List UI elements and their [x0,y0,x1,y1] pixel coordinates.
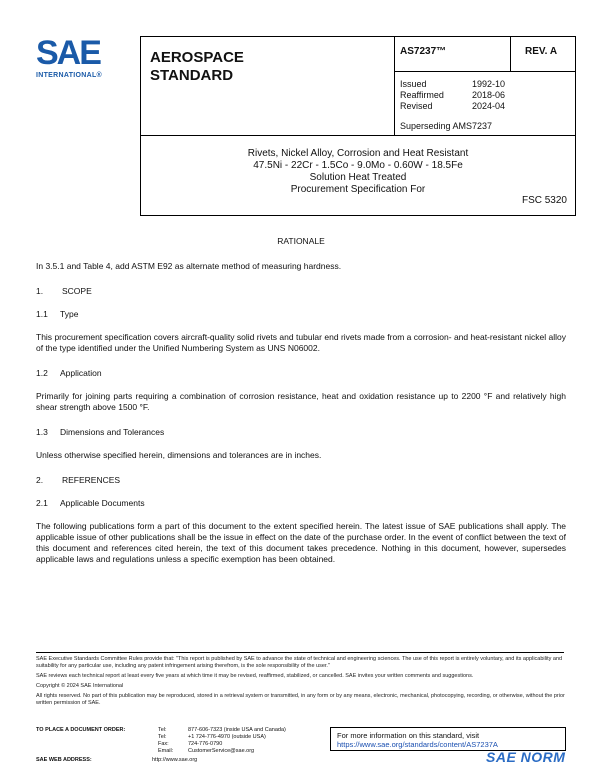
contact-email-link[interactable]: CustomerService@sae.org [188,748,255,754]
date-value: 1992-10 [472,79,506,89]
footer-divider [36,652,564,653]
order-label: TO PLACE A DOCUMENT ORDER: [36,727,126,733]
footer-review: SAE reviews each technical report at least every five years at which time it may be revised, reaffirmed, stabilized, or cancelled. SAE invites your written comments and suggestions. [36,673,474,679]
fsc-code: FSC 5320 [521,195,567,206]
paragraph-applicable-documents: The following publications form a part of this document to the extent specified herein. The latest issue of SAE publications shall apply. The applicable issue of other publications shall be the issue in effect on the date of the purchase order. In the event of conflict between the text of this document and references cited herein, the text of this document takes precedence. Nothing in this document, however, supersedes applicable laws and regulations unless a specific exemption has been obtained. [36,521,566,564]
watermark [486,749,590,773]
document-body [36,236,566,579]
section-heading-scope [36,286,566,297]
document-title [141,136,575,196]
section-heading-dimensions [36,427,566,438]
title-line: Procurement Specification For [290,184,426,195]
doc-type-line2: STANDARD [150,67,234,84]
revision: REV. A [525,46,558,57]
date-value: 2018-06 [472,90,506,100]
date-label: Reaffirmed [400,90,444,100]
date-label: Issued [400,79,427,89]
rationale-heading: RATIONALE [277,236,325,246]
title-box [140,136,576,216]
logo-text: INTERNATIONAL® [36,72,103,79]
dates-block [400,79,505,112]
section-number: 1. [36,286,44,296]
title-line: Rivets, Nickel Alloy, Corrosion and Heat Resistant [247,148,469,159]
contact-value: 724-776-0790 [188,741,223,747]
section-title: Type [60,309,79,319]
doc-type-cell [141,37,395,135]
doc-number-cell [394,37,575,72]
sae-logo [36,36,126,86]
section-number: 1.3 [36,427,48,437]
doc-type [150,49,244,85]
standard-link[interactable]: https://www.sae.org/standards/content/AS7237A [337,740,498,749]
section-heading-references [36,475,566,486]
doc-number: AS7237™ [400,46,447,57]
web-address-label: SAE WEB ADDRESS: [36,757,92,763]
contact-key: Tel: [158,727,167,733]
contact-value: 877-606-7323 (inside USA and Canada) [188,727,286,733]
section-title: Applicable Documents [60,498,145,508]
header-box [140,36,576,136]
title-line: Solution Heat Treated [309,172,407,183]
contact-key: Email: [158,748,174,754]
section-number: 1.2 [36,368,48,378]
title-line: 47.5Ni - 22Cr - 1.5Co - 9.0Mo - 0.60W - 18.5Fe [253,160,463,171]
paragraph-type: This procurement specification covers aircraft-quality solid rivets and tubular end rivets made from a corrosion- and heat-resistant nickel alloy of the type identified under the Unified Numbering System as UNS N06002. [36,332,566,353]
superseding: Superseding AMS7237 [400,121,493,131]
footer-rules: SAE Executive Standards Committee Rules provide that: "This report is published by SAE to advance the state of technical and engineering sciences. The use of this report is entirely voluntary, and its applicability and suitability for any particular use, including any patent infringement arising therefrom, is the sole responsibility of the user." [36,656,563,669]
paragraph-application: Primarily for joining parts requiring a combination of corrosion resistance, heat and oxidation resistance up to 2200 °F and relatively high shear strength above 1500 °F. [36,391,566,412]
section-number: 2.1 [36,498,48,508]
footer-copyright: Copyright © 2024 SAE International [36,683,124,689]
paragraph-dimensions: Unless otherwise specified herein, dimensions and tolerances are in inches. [36,450,322,460]
section-title: REFERENCES [62,475,121,485]
more-info-text: For more information on this standard, visit [337,731,480,740]
revision-cell [510,37,576,71]
contact-key: Tel: [158,734,167,740]
section-number: 2. [36,475,44,485]
watermark-text: SAE NORM [486,749,566,765]
contact-value: +1 724-776-4970 (outside USA) [188,734,266,740]
footer-rights: All rights reserved. No part of this publication may be reproduced, stored in a retrieval system or transmitted, in any form or by any means, electronic, mechanical, photocopying, recording, or otherwise, without the prior written permission of SAE. [36,693,565,706]
date-label: Revised [400,101,433,111]
section-heading-application [36,368,566,379]
section-heading-applicable-documents [36,498,566,509]
contact-key: Fax: [158,741,169,747]
doc-type-line1: AEROSPACE [150,49,244,66]
footer-notes [36,656,566,710]
logo-mark: SAE [36,34,100,72]
section-heading-type [36,309,566,320]
section-number: 1.1 [36,309,48,319]
section-title: Application [60,368,102,378]
section-title: SCOPE [62,286,92,296]
web-address-link[interactable]: http://www.sae.org [152,757,198,763]
section-title: Dimensions and Tolerances [60,427,165,437]
rationale-text: In 3.5.1 and Table 4, add ASTM E92 as alternate method of measuring hardness. [36,261,342,271]
date-value: 2024-04 [472,101,506,111]
more-info-box [330,727,566,751]
